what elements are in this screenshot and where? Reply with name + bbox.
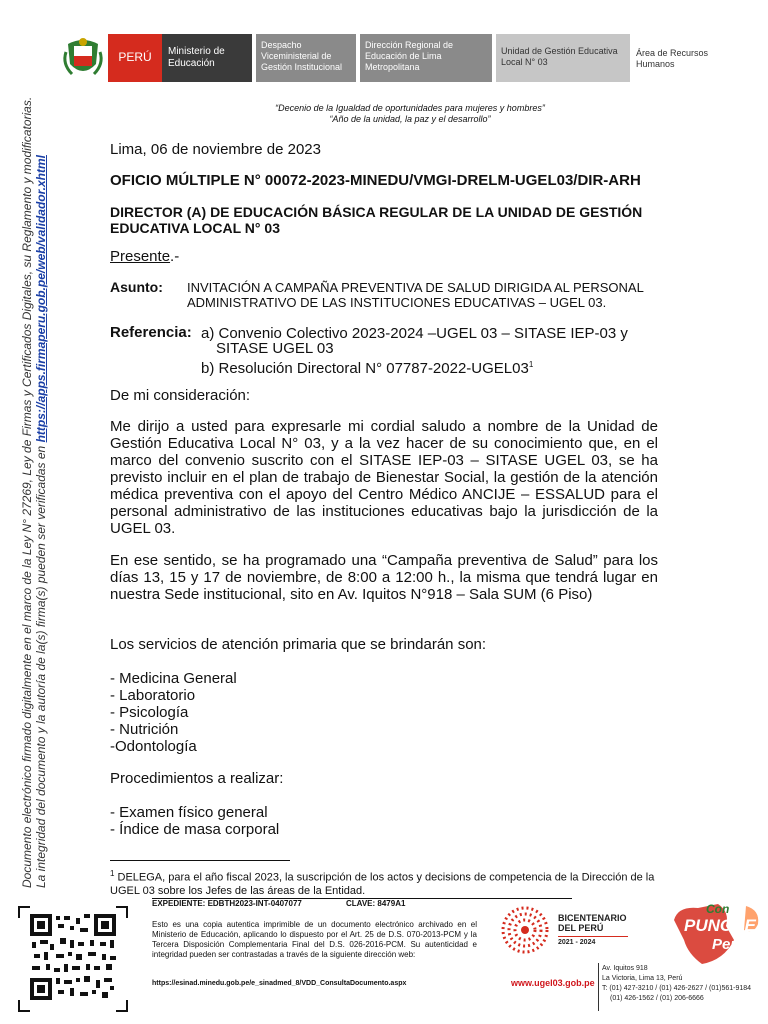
- bicentenario-divider: [558, 936, 628, 937]
- list-item: - Psicología: [110, 704, 189, 721]
- reference-b: b) Resolución Directoral N° $07787-2022-UGEL03^1$: [201, 360, 534, 377]
- header-ministry: Ministerio de Educación: [162, 34, 252, 82]
- digital-signature-notice: Documento electrónico firmado digitalmente en el marco de la Ley N° 27269, Ley de Firmas y Certificados Digitales, su Reglamento y modificatorias. La integridad del documento y la autoría de la(s) firma(s) pueden ser verificadas en https://apps.firmaperu.gob.pe/web/validador.xhtml: [20, 96, 48, 888]
- verification-url[interactable]: https://esinad.minedu.gob.pe/e_sinadmed_8/VDD_ConsultaDocumento.aspx: [152, 980, 407, 987]
- website-link[interactable]: www.ugel03.gob.pe: [511, 978, 595, 988]
- place-date: Lima, 06 de noviembre de 2023: [110, 141, 321, 158]
- contact-info: Av. Iquitos 918 La Victoria, Lima 13, Perú T: (01) 427-3210 / (01) 426-2627 / (01)561-9184 (01) 426-1562 / (01) 206-6666: [602, 965, 752, 1002]
- services-list: [110, 670, 237, 755]
- year-motto: “Año de la unidad, la paz y el desarrollo”: [329, 114, 491, 124]
- list-item: - Índice de masa corporal: [110, 821, 280, 838]
- decade-motto: “Decenio de la Igualdad de oportunidades para mujeres y hombres”: [275, 103, 545, 113]
- reference-a-cont: SITASE UGEL 03: [216, 340, 334, 357]
- footnote: $^1$ DELEGA, para el año fiscal 2023, la suscripción de los actos y decisions de competencia de la Dirección de la UGEL 03 sobre los Jefes de las áreas de la Entidad.: [110, 869, 655, 897]
- procedures-list: [110, 804, 279, 838]
- referencia-label: Referencia:: [110, 324, 192, 341]
- header-vice-ministry: Despacho Viceministerial de Gestión Institucional: [256, 34, 356, 82]
- bicentenario-years: 2021 - 2024: [558, 939, 596, 946]
- presente: Presente.-: [110, 248, 180, 265]
- list-item: - Nutrición: [110, 721, 179, 738]
- reference-a: a) Convenio Colectivo 2023-2024 –UGEL 03 – SITASE IEP-03 y: [201, 325, 628, 342]
- bicentenario-emblem-icon: [500, 904, 550, 956]
- qr-code: [18, 906, 128, 1012]
- header-regional-direction: Dirección Regional de Educación de Lima Metropolitana: [360, 34, 492, 82]
- clave: CLAVE: 8479A1: [346, 899, 406, 908]
- footnote-divider: [110, 860, 290, 861]
- asunto-line-1: INVITACIÓN A CAMPAÑA PREVENTIVA DE SALUD DIRIGIDA AL PERSONAL: [187, 280, 644, 295]
- asunto-line-2: ADMINISTRATIVO DE LAS INSTITUCIONES EDUCATIVAS – UGEL 03.: [187, 295, 607, 310]
- validator-link[interactable]: https://apps.firmaperu.gob.pe/web/validador.xhtml: [34, 155, 48, 443]
- paragraph-1: Me dirijo a usted para expresarle mi cordial saludo a nombre de la Unidad de Gestión Educativa Local N° 03, y a la vez hacer de su conocimiento que, en el marco del convenio suscrito con el SITASE IEP-03 – SITASE UGEL 03, se ha previsto incluir en el plan de trabajo de Bienestar Social, la gestión de la atención médica preventiva con el apoyo del Centro Médico ANCIJE – ESSALUD para el personal administrativo de las instituciones educativas bajo la jurisdicción de la UGEL 03.: [110, 418, 658, 537]
- procedures-intro: Procedimientos a realizar:: [110, 770, 284, 787]
- bicentenario-title: BICENTENARIO DEL PERÚ: [558, 913, 627, 933]
- asunto-label: Asunto:: [110, 279, 163, 295]
- paragraph-2: En ese sentido, se ha programado una “Campaña preventiva de Salud” para los días 13, 15 y 17 de noviembre, de 8:00 a 12:00 h., la misma que tendrá lugar en nuestra Sede institucional, sito en Av. Iquitos N°918 – Sala SUM (6 Piso): [110, 552, 658, 603]
- coat-of-arms-icon: [60, 34, 106, 82]
- document-number: OFICIO MÚLTIPLE N° 00072-2023-MINEDU/VMGI-DRELM-UGEL03/DIR-ARH: [110, 172, 641, 189]
- header-area: Área de Recursos Humanos: [632, 34, 720, 82]
- greeting: De mi consideración:: [110, 387, 251, 404]
- expediente: EXPEDIENTE: EDBTH2023-INT-0407077: [152, 899, 302, 908]
- address-divider: [598, 963, 599, 1011]
- list-item: - Medicina General: [110, 670, 237, 687]
- services-intro: Los servicios de atención primaria que se brindarán son:: [110, 636, 487, 653]
- authenticity-disclaimer: Esto es una copia autentica imprimible de un documento electrónico archivado en el Ministerio de Educación, aplicando lo dispuesto por el Art. 25 de D.S. 070-2013-PCM y la Tercera Disposición Complementaria Final del D.S. 026-2016-PCM. Su autenticidad e integridad pueden ser contrastadas a través de la siguiente dirección web:: [152, 920, 477, 959]
- header-local-unit: Unidad de Gestión Educativa Local N° 03: [496, 34, 630, 82]
- list-item: - Examen físico general: [110, 804, 268, 821]
- list-item: - Laboratorio: [110, 687, 196, 704]
- list-item: -Odontología: [110, 738, 197, 755]
- addressee: DIRECTOR (A) DE EDUCACIÓN BÁSICA REGULAR DE LA UNIDAD DE GESTIÓN EDUCATIVA LOCAL N° 03: [110, 204, 643, 236]
- header-country: PERÚ: [108, 34, 162, 82]
- qr-pattern-icon: [30, 914, 116, 1000]
- con-punche-peru-logo: Con PUNCHE Perú: [668, 900, 764, 970]
